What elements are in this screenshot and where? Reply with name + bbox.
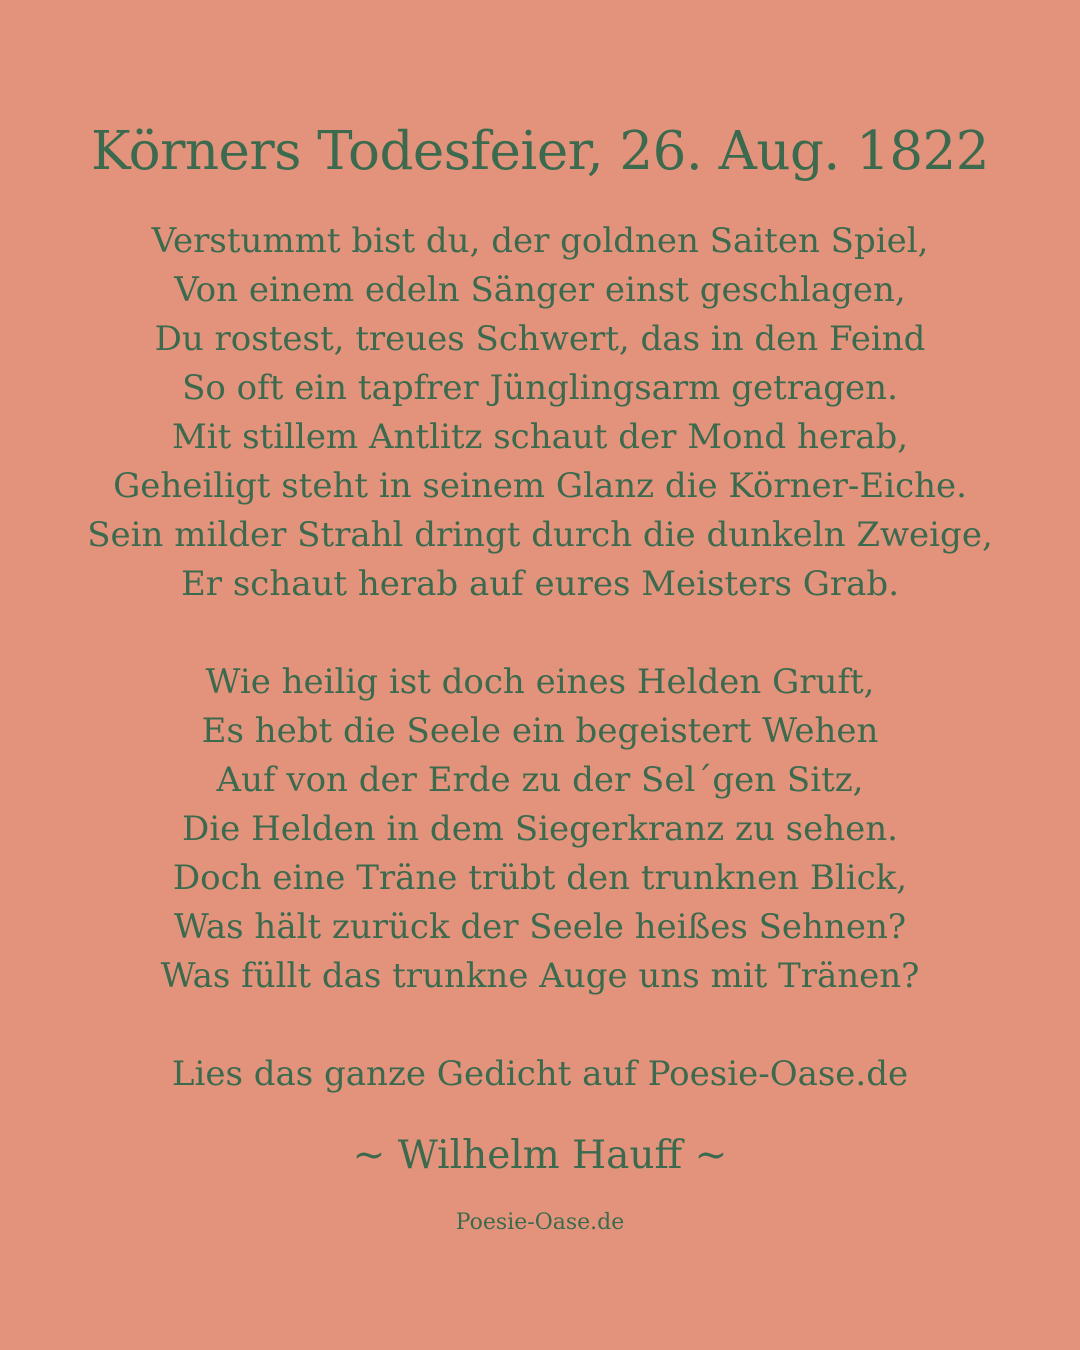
poem-line: Doch eine Träne trübt den trunknen Blick,: [172, 858, 908, 898]
site-watermark: Poesie-Oase.de: [455, 1210, 625, 1235]
poem-line: Mit stillem Antlitz schaut der Mond herab,: [171, 417, 909, 457]
poem-line: Die Helden in dem Siegerkranz zu sehen.: [182, 809, 898, 849]
poem-line: Was füllt das trunkne Auge uns mit Tränen?: [160, 956, 920, 996]
poem-line: Geheiligt steht in seinem Glanz die Körner-Eiche.: [113, 466, 967, 506]
poem-line: So oft ein tapfrer Jünglingsarm getragen.: [182, 368, 898, 408]
stanza-1: [0, 217, 1080, 609]
stanza-2: [0, 658, 1080, 1001]
poem-line: Er schaut herab auf eures Meisters Grab.: [180, 564, 900, 604]
poem-line: Wie heilig ist doch eines Helden Gruft,: [205, 662, 875, 702]
read-more-text: Lies das ganze Gedicht auf Poesie-Oase.de: [171, 1054, 909, 1094]
poem-line: Sein milder Strahl dringt durch die dunkeln Zweige,: [87, 515, 993, 555]
poem-line: Es hebt die Seele ein begeistert Wehen: [201, 711, 879, 751]
poem-line: Von einem edeln Sänger einst geschlagen,: [174, 270, 906, 310]
poem-line: Auf von der Erde zu der Sel´gen Sitz,: [216, 760, 864, 800]
poem-author: ~ Wilhelm Hauff ~: [352, 1133, 728, 1178]
poem-line: Was hält zurück der Seele heißes Sehnen?: [173, 907, 907, 947]
poem-line: Verstummt bist du, der goldnen Saiten Spiel,: [151, 221, 929, 261]
poem-title: Körners Todesfeier, 26. Aug. 1822: [91, 121, 989, 182]
poem-line: Du rostest, treues Schwert, das in den Feind: [154, 319, 926, 359]
